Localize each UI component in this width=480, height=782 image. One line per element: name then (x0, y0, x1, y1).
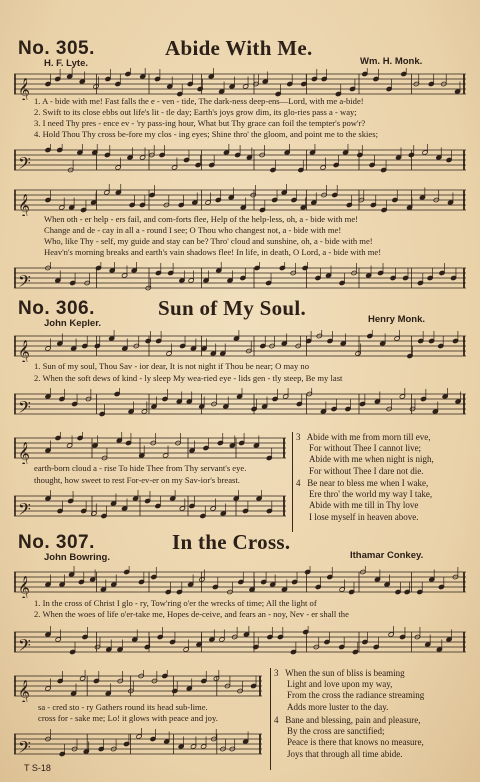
hymn-305-line-b-4: Heav'n's morning breaks and earth's vain shadows flee! In life, in death, O Lord, a - bide with me! (44, 247, 382, 257)
verse-line: Joys that through all time abide. (287, 748, 403, 759)
staff-306-bass-1 (14, 388, 466, 420)
staff-306-bass-2 (14, 490, 286, 522)
hymn-306-line-b-2: thought, how sweet to rest For-ev-er on my Sav-ior's breast. (34, 475, 240, 485)
staff-306-treble-2 (14, 432, 286, 464)
hymn-307-verse-4 (274, 715, 424, 760)
clef-icon: 𝄢 (18, 153, 31, 176)
verse-number: 3 (296, 432, 301, 442)
verse-line: When the sun of bliss is beaming (285, 668, 405, 678)
hymn-306-author: John Kepler. (44, 318, 102, 329)
hymn-305-number: No. 305. (18, 38, 95, 59)
column-divider (270, 668, 271, 770)
hymn-305-line-a-3: 3. I need Thy pres - ence ev - 'ry pass-ing hour, What but Thy grace can foil the tempter's pow'r? (34, 118, 366, 128)
verse-line: Adds more luster to the day. (287, 701, 389, 712)
verse-line: For without Thee I dare not die. (309, 465, 424, 476)
hymn-307-author: John Bowring. (44, 552, 110, 563)
clef-icon: 𝄢 (18, 737, 31, 760)
staff-306-treble-1 (14, 330, 466, 362)
hymn-305-composer: Wm. H. Monk. (360, 56, 423, 67)
hymn-307-line-a-1: 1. In the cross of Christ I glo - ry, Tow'ring o'er the wrecks of time; All the light of (34, 598, 317, 608)
hymn-306-composer: Henry Monk. (368, 314, 426, 325)
verse-line: Abide with me till in Thy love (309, 500, 419, 511)
verse-line: Abide with me from morn till eve, (306, 432, 431, 442)
staff-305-bass-1 (14, 144, 466, 176)
hymn-306-line-a-1: 1. Sun of my soul, Thou Sav - ior dear, It is not night if Thou be near; O may no (34, 361, 310, 371)
hymn-307-number: No. 307. (18, 532, 95, 553)
verse-number: 3 (274, 668, 279, 678)
clef-icon: 𝄞 (18, 575, 30, 598)
clef-icon: 𝄞 (18, 77, 30, 100)
hymn-306-title: Sun of My Soul. (158, 296, 307, 320)
clef-icon: 𝄞 (18, 339, 30, 362)
hymn-307-title: In the Cross. (172, 530, 291, 554)
hymn-307-verse-3 (274, 668, 424, 713)
hymn-306-line-b-1: earth-born cloud a - rise To hide Thee from Thy servant's eye. (34, 463, 247, 473)
staff-307-bass-2 (14, 728, 262, 760)
verse-line: Be near to bless me when I wake, (307, 478, 429, 488)
clef-icon: 𝄢 (18, 635, 31, 658)
staff-307-treble-1 (14, 566, 466, 598)
hymn-307-line-b-2: cross for - sake me; Lo! it glows with peace and joy. (38, 713, 218, 723)
page-footer: T S-18 (24, 763, 51, 773)
hymn-305-line-a-1: 1. A - bide with me! Fast falls the e - ven - tide, The dark-ness deep-ens—Lord, with me a-bide! (34, 96, 364, 106)
verse-number: 4 (296, 478, 301, 488)
hymn-306-number: No. 306. (18, 298, 95, 319)
clef-icon: 𝄢 (18, 397, 31, 420)
hymn-305-line-b-1: When oth - er help - ers fail, and com-forts flee, Help of the help-less, oh, a - bide with me! (44, 214, 359, 224)
verse-line: From the cross the radiance streaming (287, 690, 425, 701)
verse-line: Ere thro' the world my way I take, (309, 489, 433, 500)
hymn-306-verse-4 (296, 478, 432, 523)
hymn-305-line-a-4: 4. Hold Thou Thy cross be-fore my clos - ing eyes; Shine thro' the gloom, and point me to the skies; (34, 129, 378, 139)
hymn-307-line-a-2: 2. When the woes of life o'er-take me, Hopes de-ceive, and fears an - noy, Nev - er shall the (34, 609, 349, 619)
staff-307-bass-1 (14, 626, 466, 658)
hymn-305-line-a-2: 2. Swift to its close ebbs out life's lit - tle day; Earth's joys grow dim, its glo-ries pass a - way; (34, 107, 357, 117)
clef-icon: 𝄞 (18, 441, 30, 464)
clef-icon: 𝄢 (18, 499, 31, 522)
staff-305-bass-2 (14, 262, 466, 294)
hymn-305-line-b-2: Change and de - cay in all a - round I see; O Thou who changest not, a - bide with me! (44, 225, 342, 235)
hymn-306-verse-3 (296, 432, 434, 477)
verse-number: 4 (274, 715, 279, 725)
verse-line: Light and love upon my way, (287, 679, 393, 690)
clef-icon: 𝄞 (18, 193, 30, 216)
verse-line: By the cross are sanctified; (287, 726, 385, 737)
hymn-305-line-b-3: Who, like Thy - self, my guide and stay can be? Thro' cloud and sunshine, oh, a - bide with me! (44, 236, 373, 246)
staff-307-treble-2 (14, 670, 262, 702)
verse-line: Bane and blessing, pain and pleasure, (285, 715, 421, 725)
hymn-307-line-b-1: sa - cred sto - ry Gathers round its head sub-lime. (38, 702, 208, 712)
verse-line: Peace is there that knows no measure, (287, 737, 424, 748)
verse-line: For without Thee I cannot live; (309, 443, 422, 454)
hymn-305-author: H. F. Lyte. (44, 58, 88, 69)
hymn-307-composer: Ithamar Conkey. (350, 550, 424, 561)
column-divider (292, 432, 293, 532)
clef-icon: 𝄞 (18, 679, 30, 702)
clef-icon: 𝄢 (18, 271, 31, 294)
verse-line: Abide with me when night is nigh, (309, 454, 434, 465)
hymn-305-title: Abide With Me. (165, 36, 313, 60)
hymn-306-line-a-2: 2. When the soft dews of kind - ly sleep My wea-ried eye - lids gen - tly steep, Be my last (34, 373, 343, 383)
staff-305-treble-2 (14, 184, 466, 216)
verse-line: I lose myself in heaven above. (309, 511, 419, 522)
